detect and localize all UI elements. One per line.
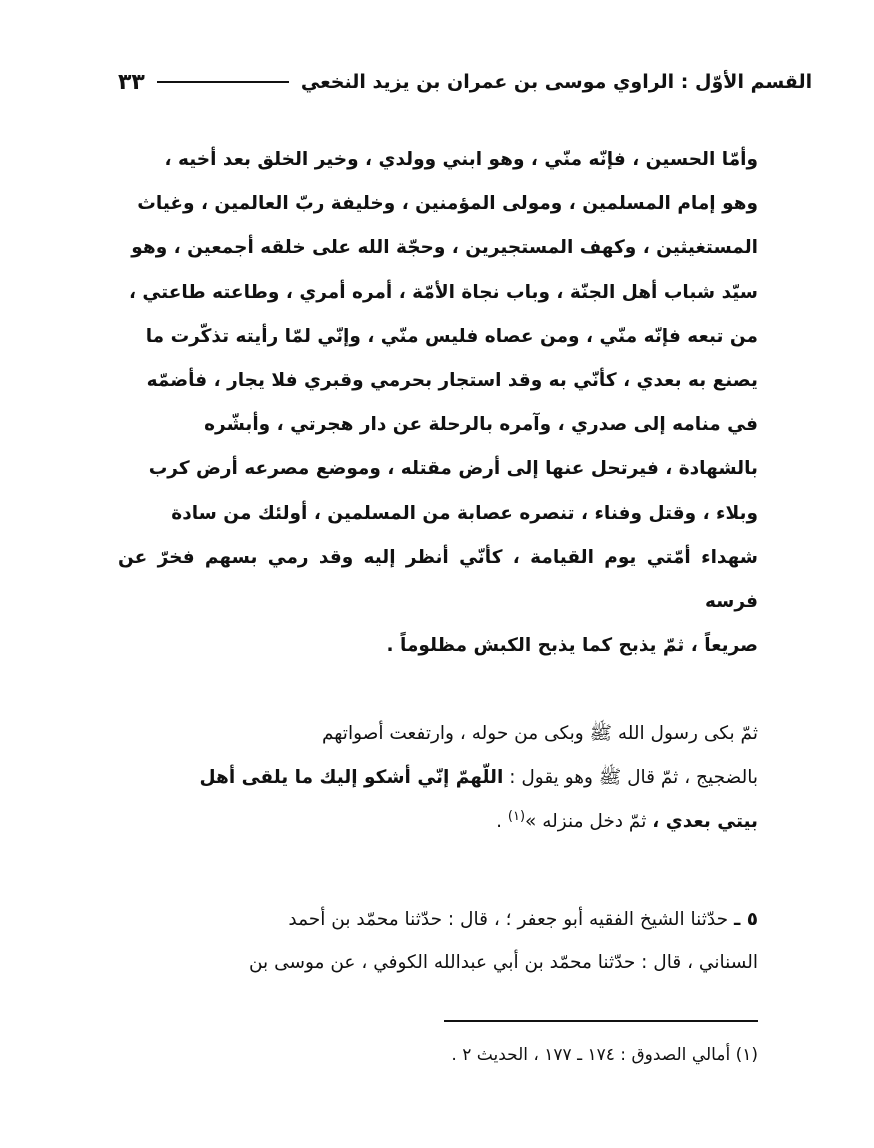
supplication-bold-text: بيتي بعدي ، [652, 811, 758, 832]
text-line: صريعاً ، ثمّ يذبح كما يذبح الكبش مظلوماً . [386, 635, 758, 657]
text-line: وهو إمام المسلمين ، ومولى المؤمنين ، وخليفة ربّ العالمين ، وغياث [137, 193, 758, 215]
text-line: المستغيثين ، وكهف المستجيرين ، وحجّة الله على خلقه أجمعين ، وهو [131, 237, 758, 259]
running-title: القسم الأوّل : الراوي موسى بن عمران بن يزيد النخعي [300, 71, 813, 93]
text-line [118, 898, 758, 941]
text-line [118, 800, 758, 844]
text-line: يصنع به بعدي ، كأنّي به وقد استجار بحرمي وقبري فلا يجار ، فأضمّه [146, 370, 758, 392]
text-line [118, 756, 758, 800]
page-header [118, 62, 813, 102]
text-line: ثمّ بكى رسول الله ﷺ وبكى من حوله ، وارتفعت أصواتهم [321, 723, 758, 744]
header-rule [157, 81, 289, 83]
page-number: ٣٣ [118, 69, 145, 95]
narration-paragraph [118, 712, 758, 844]
bold-hadith-passage [118, 138, 758, 668]
footnote: (١) أمالي الصدوق : ١٧٤ ـ ١٧٧ ، الحديث ٢ . [451, 1045, 758, 1065]
text-line: في منامه إلى صدري ، وآمره بالرحلة عن دار هجرتي ، وأبشّره [204, 414, 758, 436]
text-line: من تبعه فإنّه منّي ، ومن عصاه فليس منّي ، وإنّي لمّا رأيته تذكّرت ما [145, 325, 758, 347]
supplication-bold-text: اللّهمّ إنّي أشكو إليك ما يلقى أهل [199, 767, 504, 788]
narration-plain-text: ثمّ دخل منزله » [525, 811, 653, 832]
isnad-text: حدّثنا الشيخ الفقيه أبو جعفر ؛ ، قال : حدّثنا محمّد بن أحمد [288, 909, 734, 930]
text-line: بالشهادة ، فيرتحل عنها إلى أرض مقتله ، وموضع مصرعه أرض كرب [148, 458, 758, 480]
text-line: سيّد شباب أهل الجنّة ، وباب نجاة الأمّة ، أمره أمري ، وطاعته طاعتي ، [128, 281, 758, 303]
narration-plain-text: بالضجيج ، ثمّ قال ﷺ وهو يقول : [503, 767, 758, 788]
text-line: السناني ، قال : حدّثنا محمّد بن أبي عبدالله الكوفي ، عن موسى بن [248, 952, 758, 973]
hadith-5-paragraph [118, 898, 758, 984]
footnote-reference: (١) [507, 808, 526, 824]
footnote-separator [444, 1020, 758, 1022]
text-line: شهداء أمّتي يوم القيامة ، كأنّي أنظر إليه وقد رمي بسهم فخرّ عن فرسه [118, 546, 758, 613]
text-line: وأمّا الحسين ، فإنّه منّي ، وهو ابني وولدي ، وخير الخلق بعد أخيه ، [164, 149, 758, 170]
sentence-end: . [496, 811, 508, 832]
text-line: وبلاء ، وقتل وفناء ، تنصره عصابة من المسلمين ، أولئك من سادة [171, 502, 758, 524]
hadith-number: ٥ ـ [733, 909, 758, 930]
